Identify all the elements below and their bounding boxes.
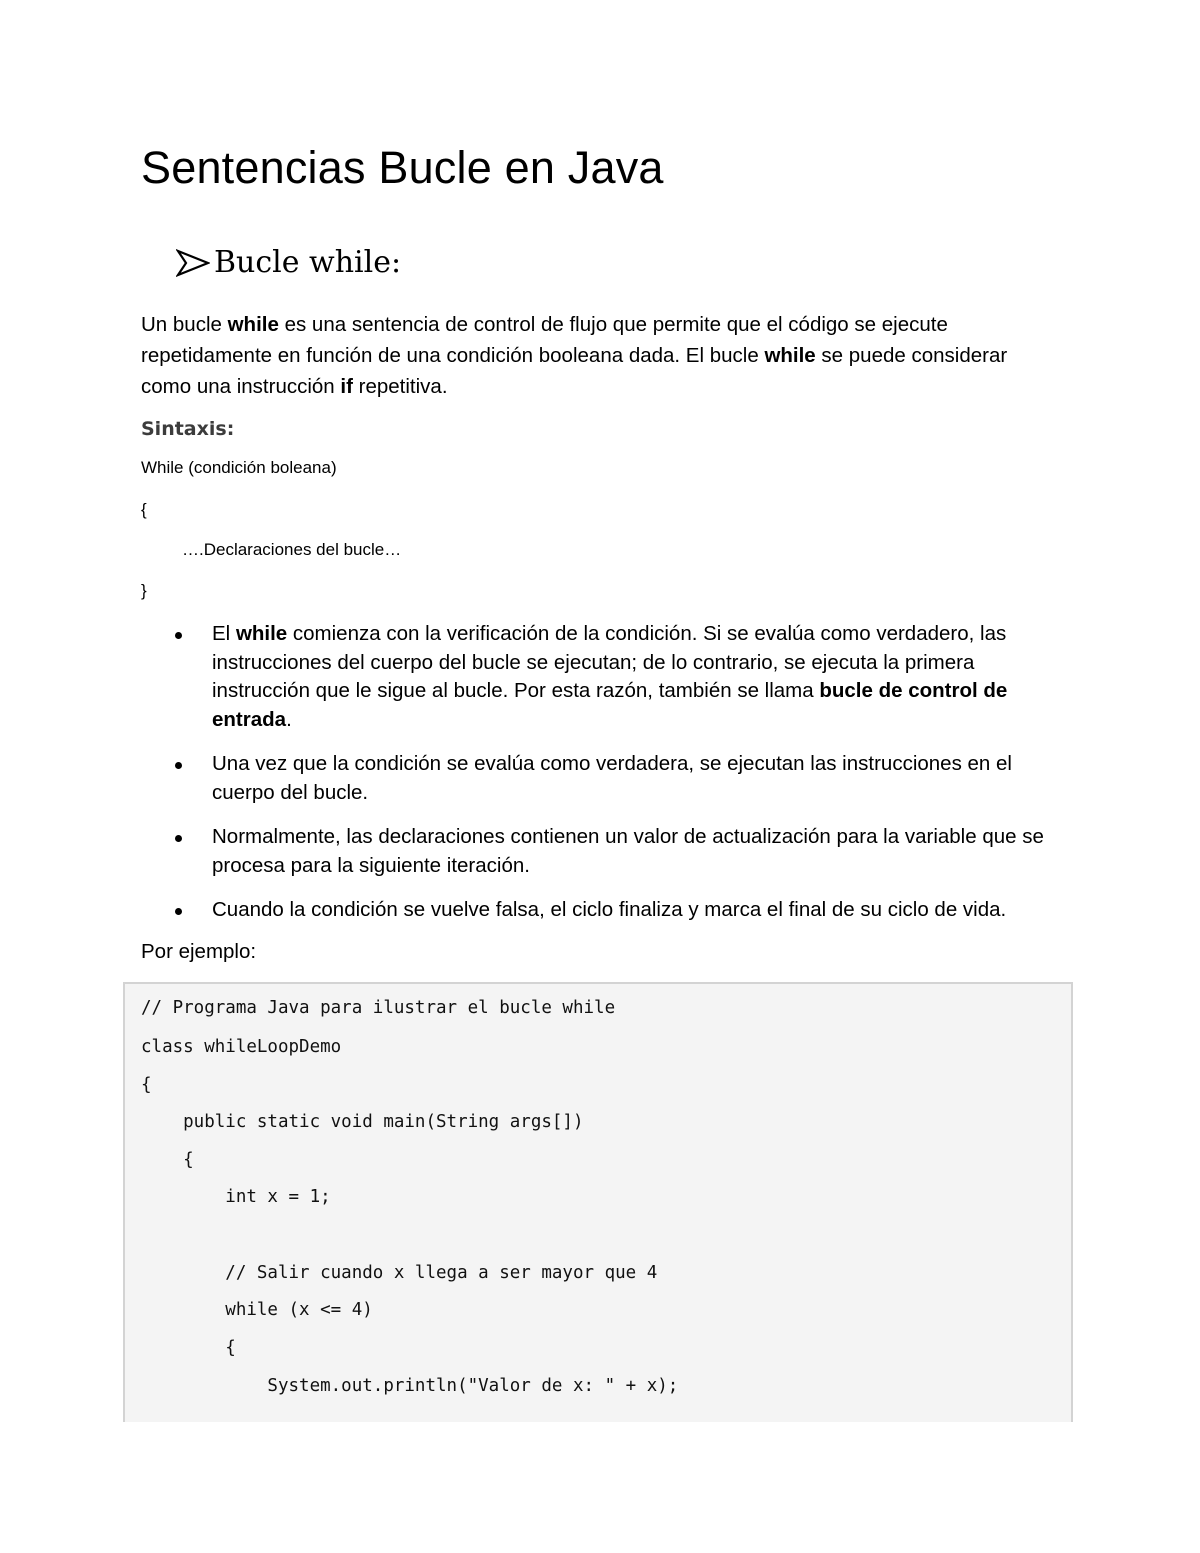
code-line: while (x <= 4) — [141, 1300, 373, 1320]
bullet-1-text-1: El — [212, 622, 236, 645]
bullet-dot-icon — [175, 835, 182, 842]
intro-bold-if: if — [340, 375, 353, 398]
bullet-4-text: Cuando la condición se vuelve falsa, el ciclo finaliza y marca el final de su ciclo de vida. — [212, 898, 1007, 921]
section-heading — [176, 245, 401, 280]
code-line: System.out.println("Valor de x: " + x); — [141, 1376, 679, 1396]
intro-text-3: se puede considerar como una instrucción — [141, 344, 1008, 398]
bullet-list — [172, 620, 1067, 941]
intro-text-4: repetitiva. — [352, 375, 448, 398]
syntax-line-2: { — [141, 500, 147, 519]
code-line: { — [141, 1338, 236, 1358]
bullet-2-text: Una vez que la condición se evalúa como verdadera, se ejecutan las instrucciones en el cuerpo del bucle. — [212, 752, 1012, 804]
list-item — [172, 896, 1067, 925]
bullet-1-bold-2: bucle de control de entrada — [212, 679, 1008, 731]
code-line: // Programa Java para ilustrar el bucle while — [141, 998, 616, 1018]
code-line: // Salir cuando x llega a ser mayor que 4 — [141, 1263, 658, 1283]
bullet-1-text-3: . — [286, 707, 292, 731]
intro-bold-while-2: while — [764, 344, 816, 367]
intro-bold-while: while — [227, 313, 279, 336]
intro-text-2: es una sentencia de control de flujo que permite que el código se ejecute repetidamente en función de una condición booleana dada. El bucle — [141, 313, 948, 367]
syntax-line-1: While (condición boleana) — [141, 458, 337, 477]
section-heading-text: Bucle while: — [214, 245, 402, 280]
code-line: { — [141, 1075, 152, 1095]
list-item — [172, 620, 1067, 734]
code-line: int x = 1; — [141, 1187, 331, 1207]
page-title: Sentencias Bucle en Java — [141, 142, 664, 193]
intro-paragraph — [141, 309, 1061, 402]
syntax-label: Sintaxis: — [141, 418, 235, 440]
code-line: class whileLoopDemo — [141, 1037, 342, 1057]
bullet-dot-icon — [175, 908, 182, 915]
bullet-dot-icon — [175, 762, 182, 769]
bullet-dot-icon — [175, 632, 182, 639]
bullet-1-text-2: comienza con la verificación de la condición. Si se evalúa como verdadero, las instrucciones del cuerpo del bucle se ejecutan; de lo contrario, se ejecuta la primera instrucción que le sigue al bucle. Por esta razón, también se llama — [212, 622, 1007, 702]
list-item — [172, 823, 1067, 880]
code-line: { — [141, 1150, 194, 1170]
intro-text-1: Un bucle — [141, 313, 228, 336]
syntax-line-3: ….Declaraciones del bucle… — [182, 540, 402, 559]
code-line: public static void main(String args[]) — [141, 1112, 584, 1132]
bullet-1-bold-1: while — [235, 622, 288, 645]
syntax-line-4: } — [141, 581, 147, 600]
list-item — [172, 750, 1067, 807]
example-label: Por ejemplo: — [141, 940, 257, 963]
arrowhead-bullet-icon — [176, 249, 210, 277]
bullet-3-text: Normalmente, las declaraciones contienen un valor de actualización para la variable que se procesa para la siguiente iteración. — [212, 825, 1044, 877]
